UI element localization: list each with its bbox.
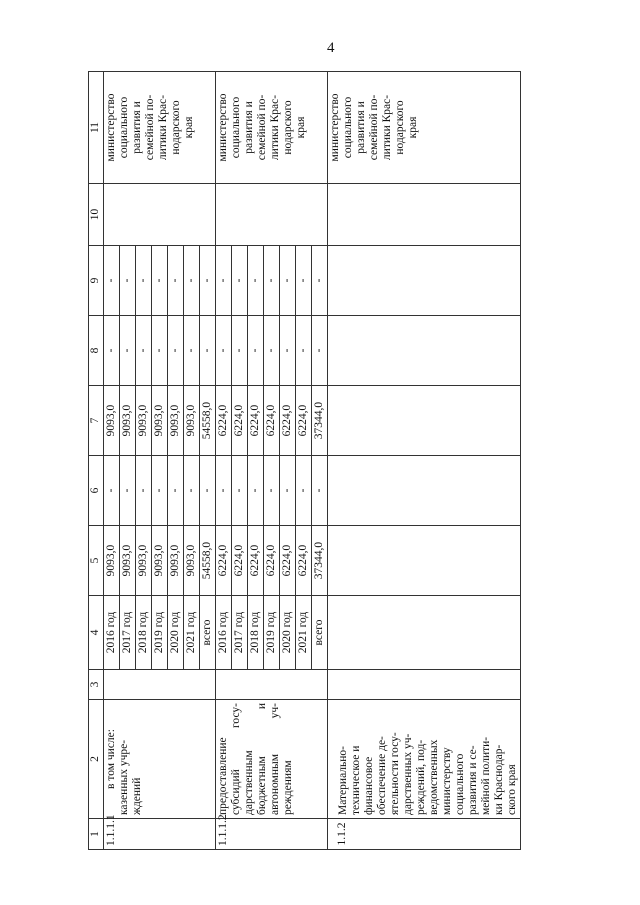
value-cell-c5: 9093,0 <box>120 526 136 596</box>
year-cell: 2020 год <box>168 596 184 670</box>
year-cell: всего <box>312 596 328 670</box>
value-cell-c9: - <box>280 246 296 316</box>
year-cell: 2020 год <box>280 596 296 670</box>
value-cell-c8: - <box>312 316 328 386</box>
value-cell-c5: 6224,0 <box>264 526 280 596</box>
item-name: предоставление субсидий госу-дарственным бюджетным и автономным уч-реждениям <box>217 703 294 815</box>
item-name: казенных учре- ждений <box>118 739 143 815</box>
value-cell-c8: - <box>136 316 152 386</box>
executor-cell: министерство социального развития и семейной по- литики Крас- нодарского края <box>104 72 216 184</box>
value-cell-c7: 9093,0 <box>120 386 136 456</box>
value-cell-c8: - <box>200 316 216 386</box>
header-row <box>89 72 104 850</box>
year-cell: всего <box>200 596 216 670</box>
year-cell: 2017 год <box>232 596 248 670</box>
value-cell-c9: - <box>200 246 216 316</box>
value-cell-c6: - <box>232 456 248 526</box>
col3-cell <box>104 670 216 700</box>
value-cell-c7: 6224,0 <box>296 386 312 456</box>
year-cell: 2018 год <box>248 596 264 670</box>
value-cell-c8: - <box>264 316 280 386</box>
rotated-table-wrapper <box>88 72 518 850</box>
year-cell: 2021 год <box>296 596 312 670</box>
item-name-cell <box>104 700 216 819</box>
value-cell-c7: 9093,0 <box>184 386 200 456</box>
empty-cell <box>328 526 521 596</box>
year-cell: 2021 год <box>184 596 200 670</box>
col3-cell <box>216 670 328 700</box>
value-cell-c6: - <box>104 456 120 526</box>
col-header: 10 <box>89 184 104 246</box>
value-cell-c7: 9093,0 <box>152 386 168 456</box>
value-cell-c8: - <box>120 316 136 386</box>
value-cell-c9: - <box>216 246 232 316</box>
col-header: 8 <box>89 316 104 386</box>
value-cell-c9: - <box>120 246 136 316</box>
value-cell-c9: - <box>168 246 184 316</box>
col-header: 5 <box>89 526 104 596</box>
value-cell-c5: 9093,0 <box>184 526 200 596</box>
value-cell-c8: - <box>232 316 248 386</box>
value-cell-c7: 6224,0 <box>248 386 264 456</box>
col-header: 1 <box>89 819 104 850</box>
value-cell-c6: - <box>264 456 280 526</box>
value-cell-c6: - <box>312 456 328 526</box>
value-cell-c7: 9093,0 <box>104 386 120 456</box>
value-cell-c8: - <box>248 316 264 386</box>
col10-cell <box>216 184 328 246</box>
item-number: 1.1.1.1 <box>104 819 216 850</box>
value-cell-c7: 6224,0 <box>232 386 248 456</box>
item-name-cell <box>216 700 328 819</box>
value-cell-c9: - <box>296 246 312 316</box>
item-number: 1.1.2 <box>328 819 521 850</box>
col-header: 4 <box>89 596 104 670</box>
value-cell-c6: - <box>120 456 136 526</box>
value-cell-c9: - <box>104 246 120 316</box>
value-cell-c9: - <box>264 246 280 316</box>
item-name: Материально- техническое и финансовое обеспечение де- ятельности госу- дарственных уч- реждений, под- ведомственных министерству социального развития и се- мейной полити- ки Краснодар- ского края <box>337 732 518 815</box>
value-cell-c8: - <box>280 316 296 386</box>
program-measures-table <box>88 71 521 850</box>
value-cell-c7: 6224,0 <box>264 386 280 456</box>
year-cell: 2019 год <box>152 596 168 670</box>
value-cell-c6: - <box>248 456 264 526</box>
value-cell-c8: - <box>104 316 120 386</box>
value-cell-c5: 6224,0 <box>248 526 264 596</box>
col-header: 2 <box>89 700 104 819</box>
value-cell-c6: - <box>168 456 184 526</box>
group-first-row <box>104 72 120 850</box>
year-cell: 2016 год <box>104 596 120 670</box>
value-cell-c9: - <box>248 246 264 316</box>
year-cell: 2017 год <box>120 596 136 670</box>
col-header: 3 <box>89 670 104 700</box>
executor-cell: министерство социального развития и семейной по- литики Крас- нодарского края <box>216 72 328 184</box>
value-cell-c7: 9093,0 <box>136 386 152 456</box>
value-cell-c9: - <box>232 246 248 316</box>
value-cell-c5: 6224,0 <box>296 526 312 596</box>
group-first-row <box>216 72 232 850</box>
value-cell-c7: 9093,0 <box>168 386 184 456</box>
value-cell-c8: - <box>152 316 168 386</box>
value-cell-c5: 6224,0 <box>232 526 248 596</box>
item-name-cell <box>328 700 521 819</box>
value-cell-c8: - <box>168 316 184 386</box>
value-cell-c5: 9093,0 <box>168 526 184 596</box>
value-cell-c9: - <box>152 246 168 316</box>
value-cell-c8: - <box>296 316 312 386</box>
group-first-row <box>328 72 521 850</box>
value-cell-c5: 6224,0 <box>280 526 296 596</box>
value-cell-c5: 9093,0 <box>104 526 120 596</box>
empty-cell <box>328 596 521 670</box>
col10-cell <box>328 184 521 246</box>
value-cell-c7: 54558,0 <box>200 386 216 456</box>
empty-cell <box>328 386 521 456</box>
value-cell-c7: 37344,0 <box>312 386 328 456</box>
value-cell-c9: - <box>312 246 328 316</box>
item-number: 1.1.1.2 <box>216 819 328 850</box>
col10-cell <box>104 184 216 246</box>
col-header: 11 <box>89 72 104 184</box>
value-cell-c6: - <box>296 456 312 526</box>
value-cell-c5: 37344,0 <box>312 526 328 596</box>
value-cell-c5: 6224,0 <box>216 526 232 596</box>
value-cell-c5: 54558,0 <box>200 526 216 596</box>
value-cell-c6: - <box>152 456 168 526</box>
year-cell: 2019 год <box>264 596 280 670</box>
value-cell-c7: 6224,0 <box>280 386 296 456</box>
page-number: 4 <box>327 40 335 56</box>
value-cell-c5: 9093,0 <box>152 526 168 596</box>
col-header: 7 <box>89 386 104 456</box>
empty-cell <box>328 246 521 316</box>
year-cell: 2016 год <box>216 596 232 670</box>
year-cell: 2018 год <box>136 596 152 670</box>
value-cell-c9: - <box>136 246 152 316</box>
value-cell-c8: - <box>216 316 232 386</box>
value-cell-c8: - <box>184 316 200 386</box>
value-cell-c6: - <box>200 456 216 526</box>
value-cell-c6: - <box>184 456 200 526</box>
value-cell-c7: 6224,0 <box>216 386 232 456</box>
item-intro: в том числе: <box>105 729 117 789</box>
col3-cell <box>328 670 521 700</box>
empty-cell <box>328 316 521 386</box>
col-header: 9 <box>89 246 104 316</box>
value-cell-c6: - <box>216 456 232 526</box>
value-cell-c5: 9093,0 <box>136 526 152 596</box>
empty-cell <box>328 456 521 526</box>
value-cell-c9: - <box>184 246 200 316</box>
executor-cell: министерство социального развития и семейной по- литики Крас- нодарского края <box>328 72 521 184</box>
col-header: 6 <box>89 456 104 526</box>
value-cell-c6: - <box>280 456 296 526</box>
value-cell-c6: - <box>136 456 152 526</box>
